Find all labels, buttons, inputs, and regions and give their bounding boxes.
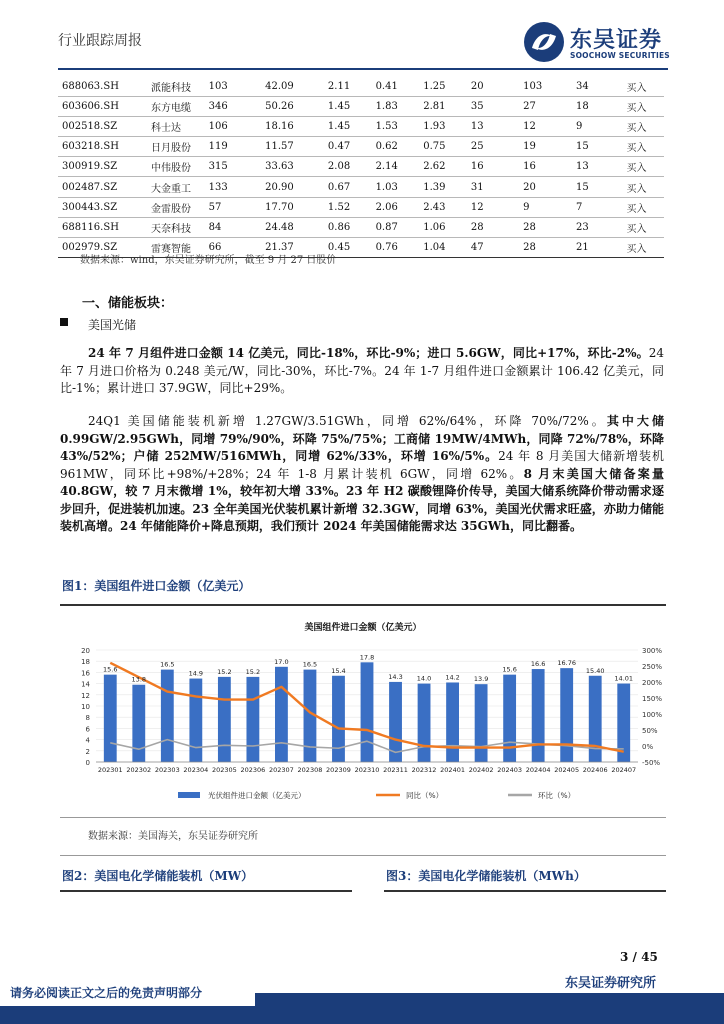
- table-cell: 2.81: [423, 97, 471, 117]
- table-cell: 31: [471, 177, 523, 197]
- bar: [503, 675, 516, 762]
- paragraph-module-imports: [60, 345, 664, 398]
- table-cell: 603606.SH: [58, 97, 151, 117]
- table-cell: 1.83: [376, 97, 424, 117]
- table-cell: 002518.SZ: [58, 117, 151, 137]
- table-cell: 19: [523, 137, 576, 157]
- table-cell: 0.62: [376, 137, 424, 157]
- y-left-tick-label: 2: [85, 747, 90, 756]
- table-row: [58, 177, 664, 197]
- bar: [532, 669, 545, 762]
- y-left-tick-label: 14: [81, 680, 90, 689]
- table-cell: 1.06: [423, 217, 471, 237]
- bar-data-label: 14.0: [416, 674, 432, 683]
- table-cell: 16: [471, 157, 523, 177]
- table-cell: 33.63: [265, 157, 328, 177]
- bar: [446, 682, 459, 762]
- bar-data-label: 14.01: [614, 674, 634, 683]
- y-right-tick-label: 150%: [642, 695, 663, 703]
- table-cell: 13: [471, 117, 523, 137]
- y-left-tick-label: 16: [81, 669, 90, 678]
- figure1-caption: 图1：美国组件进口金额（亿美元）: [62, 579, 251, 593]
- brand-logo: [522, 20, 672, 66]
- bar: [418, 684, 431, 762]
- bar-data-label: 17.8: [359, 653, 375, 662]
- figure1-source-note: 数据来源：美国海关，东吴证券研究所: [88, 831, 258, 842]
- bar-data-label: 14.9: [188, 669, 204, 678]
- table-cell: 天奈科技: [151, 217, 209, 237]
- x-tick-label: 202311: [383, 766, 408, 774]
- table-cell: 15: [576, 177, 626, 197]
- table-row: [58, 117, 664, 137]
- y-right-tick-label: 0%: [642, 743, 654, 751]
- figure2-rule: [60, 890, 352, 892]
- table-cell: 119: [209, 137, 266, 157]
- brand-name-cn: 东吴证券: [570, 28, 663, 53]
- paragraph-run: 24 年 7 月组件进口金额 14 亿美元，同比-18%，环比-9%；进口 5.6GW，同比+17%，环比-2%。: [88, 346, 649, 360]
- table-cell: 42.09: [265, 77, 328, 97]
- x-tick-label: 202406: [582, 766, 608, 774]
- module-import-chart: [60, 612, 666, 812]
- table-cell: 中伟股份: [151, 157, 209, 177]
- table-cell: 25: [471, 137, 523, 157]
- bar-data-label: 15.6: [502, 665, 517, 674]
- legend-label: 同比（%）: [406, 791, 444, 800]
- table-cell: 2.11: [328, 77, 376, 97]
- x-tick-label: 202404: [525, 766, 551, 774]
- y-left-tick-label: 4: [85, 736, 90, 745]
- table-cell: 315: [209, 157, 266, 177]
- bar: [361, 662, 374, 762]
- table-cell: 买入: [627, 97, 665, 117]
- bar-data-label: 13.9: [473, 675, 489, 684]
- table-cell: 34: [576, 77, 626, 97]
- y-right-tick-label: 250%: [642, 663, 663, 671]
- table-cell: 0.87: [376, 217, 424, 237]
- table-cell: 16: [523, 157, 576, 177]
- table-cell: 买入: [627, 77, 665, 97]
- table-cell: 1.45: [328, 117, 376, 137]
- table-cell: 2.43: [423, 197, 471, 217]
- table-cell: 002487.SZ: [58, 177, 151, 197]
- x-tick-label: 202402: [468, 766, 494, 774]
- report-type-title: 行业跟踪周报: [58, 33, 142, 49]
- table-cell: 0.75: [423, 137, 471, 157]
- y-right-tick-label: 50%: [642, 727, 658, 735]
- x-tick-label: 202405: [554, 766, 580, 774]
- bar: [132, 685, 145, 762]
- bar-data-label: 15.40: [585, 666, 605, 675]
- table-cell: 57: [209, 197, 266, 217]
- x-tick-label: 202312: [411, 766, 437, 774]
- bar-data-label: 15.2: [245, 667, 261, 676]
- table-cell: 50.26: [265, 97, 328, 117]
- y-left-tick-label: 10: [81, 703, 90, 711]
- table-cell: 12: [523, 117, 576, 137]
- table-cell: 0.45: [328, 237, 376, 257]
- table-cell: 1.03: [376, 177, 424, 197]
- legend-swatch: [178, 792, 200, 798]
- subsection-title: 美国光储: [88, 318, 137, 332]
- y-left-tick-label: 0: [85, 759, 90, 767]
- table-cell: 13: [576, 157, 626, 177]
- bar-data-label: 13.8: [131, 675, 147, 684]
- table-cell: 20.90: [265, 177, 328, 197]
- x-tick-label: 202303: [154, 766, 180, 774]
- table-cell: 1.52: [328, 197, 376, 217]
- table-cell: 1.53: [376, 117, 424, 137]
- paragraph-run: 其中大储 0.99GW/2.95GWh，同增 79%/90%，环降 75%/75%；工商储 19MW/4MWh，同降 72%/78%，环降 43%/52%；户储 252MW/516MWh，同增 62%/33%，环增 16%/5%。: [60, 414, 664, 463]
- legend-label: 光伏组件进口金额（亿美元）: [208, 791, 306, 800]
- table-cell: 买入: [627, 217, 665, 237]
- bar: [218, 677, 231, 762]
- x-tick-label: 202307: [269, 766, 294, 774]
- x-tick-label: 202302: [126, 766, 152, 774]
- disclaimer-text: 请务必阅读正文之后的免责声明部分: [10, 986, 203, 1000]
- figure3-caption: 图3：美国电化学储能装机（MWh）: [386, 869, 586, 883]
- table-cell: 大金重工: [151, 177, 209, 197]
- table-row: [58, 77, 664, 97]
- table-cell: 东方电缆: [151, 97, 209, 117]
- table-cell: 买入: [627, 117, 665, 137]
- page-number: 3 / 45: [620, 950, 658, 964]
- bar: [275, 667, 288, 762]
- table-cell: 84: [209, 217, 266, 237]
- y-left-tick-label: 20: [81, 647, 90, 655]
- table-cell: 133: [209, 177, 266, 197]
- table-cell: 15: [576, 137, 626, 157]
- table-cell: 300919.SZ: [58, 157, 151, 177]
- bar-data-label: 15.2: [217, 667, 232, 676]
- table-cell: 002979.SZ: [58, 237, 151, 257]
- table-cell: 2.08: [328, 157, 376, 177]
- square-bullet-icon: [60, 318, 68, 326]
- table-cell: 日月股份: [151, 137, 209, 157]
- bar-data-label: 17.0: [274, 657, 289, 666]
- footer-org: 东吴证券研究所: [565, 976, 657, 991]
- table-cell: 300443.SZ: [58, 197, 151, 217]
- table-cell: 24.48: [265, 217, 328, 237]
- table-cell: 21.37: [265, 237, 328, 257]
- table-cell: 买入: [627, 177, 665, 197]
- table-cell: 35: [471, 97, 523, 117]
- figure-row-rule: [60, 855, 666, 856]
- table-cell: 103: [523, 77, 576, 97]
- table-cell: 买入: [627, 237, 665, 257]
- bar: [560, 668, 573, 762]
- table-row: [58, 197, 664, 217]
- table-cell: 2.62: [423, 157, 471, 177]
- table-cell: 0.41: [376, 77, 424, 97]
- x-tick-label: 202407: [611, 766, 637, 774]
- y-right-tick-label: 300%: [642, 647, 663, 655]
- table-cell: 603218.SH: [58, 137, 151, 157]
- bar-data-label: 16.5: [160, 660, 175, 669]
- brand-logo-icon: [522, 20, 566, 64]
- header-rule: [58, 68, 668, 70]
- figure2-caption: 图2：美国电化学储能装机（MW）: [62, 869, 254, 883]
- bar: [161, 670, 174, 762]
- table-cell: 0.76: [376, 237, 424, 257]
- table-cell: 1.04: [423, 237, 471, 257]
- y-right-tick-label: 100%: [642, 711, 663, 719]
- table-cell: 66: [209, 237, 266, 257]
- table-cell: 12: [471, 197, 523, 217]
- table-cell: 28: [523, 237, 576, 257]
- x-tick-label: 202306: [240, 766, 266, 774]
- table-cell: 18: [576, 97, 626, 117]
- table-cell: 9: [576, 117, 626, 137]
- brand-name-en: SOOCHOW SECURITIES: [570, 51, 670, 60]
- table-cell: 688063.SH: [58, 77, 151, 97]
- x-tick-label: 202310: [354, 766, 380, 774]
- table-cell: 17.70: [265, 197, 328, 217]
- bar-data-label: 16.76: [557, 659, 576, 668]
- x-tick-label: 202308: [297, 766, 323, 774]
- x-tick-label: 202309: [326, 766, 351, 774]
- table-cell: 47: [471, 237, 523, 257]
- table-cell: 0.67: [328, 177, 376, 197]
- table-cell: 2.14: [376, 157, 424, 177]
- table-cell: 9: [523, 197, 576, 217]
- table-cell: 1.39: [423, 177, 471, 197]
- bar: [104, 675, 117, 762]
- section-title: 一、储能板块：: [82, 296, 174, 311]
- y-left-tick-label: 8: [85, 714, 90, 723]
- figure1-rule: [60, 604, 666, 606]
- paragraph-run: 24 年 7 月进口价格为 0.248 美元/W，同比-30%，环比-7%。24 年 1-7 月组件进口金额累计 106.42 亿美元，同比-1%；累计进口 37.9GW，同比+29%。: [60, 346, 664, 395]
- table-cell: 28: [523, 217, 576, 237]
- table-cell: 20: [523, 177, 576, 197]
- paragraph-run: 24 年 8 月美国大储新增装机 961MW，同环比+98%/+28%；24 年 1-8 月累计装机 6GW，同增 62%。: [60, 449, 664, 481]
- bar-data-label: 15.6: [103, 665, 118, 674]
- table-cell: 买入: [627, 157, 665, 177]
- legend-label: 环比（%）: [538, 791, 576, 800]
- table-cell: 688116.SH: [58, 217, 151, 237]
- y-left-tick-label: 6: [85, 725, 90, 734]
- chart-title: 美国组件进口金额（亿美元）: [304, 623, 422, 633]
- bar: [475, 684, 488, 762]
- y-right-tick-label: -50%: [642, 759, 661, 767]
- y-left-tick-label: 18: [81, 658, 90, 667]
- table-row: [58, 97, 664, 117]
- table-cell: 106: [209, 117, 266, 137]
- table-cell: 买入: [627, 137, 665, 157]
- bar-data-label: 16.5: [302, 660, 318, 669]
- paragraph-run: 24Q1 美国储能装机新增 1.27GW/3.51GWh，同增 62%/64%，环降 70%/72%。: [88, 414, 607, 428]
- table-cell: 2.06: [376, 197, 424, 217]
- x-tick-label: 202401: [440, 766, 465, 774]
- table-cell: 派能科技: [151, 77, 209, 97]
- table-source-note: 数据来源：wind，东吴证券研究所，截至 9 月 27 日股价: [80, 255, 337, 266]
- bar-data-label: 14.3: [388, 672, 403, 681]
- bar-data-label: 14.2: [445, 673, 460, 682]
- x-tick-label: 202301: [97, 766, 123, 774]
- table-row: [58, 137, 664, 157]
- x-tick-label: 202304: [183, 766, 209, 774]
- paragraph-storage-installs: [60, 413, 664, 536]
- table-cell: 1.45: [328, 97, 376, 117]
- table-cell: 0.47: [328, 137, 376, 157]
- bar-data-label: 16.6: [530, 660, 546, 669]
- table-cell: 28: [471, 217, 523, 237]
- table-row: [58, 157, 664, 177]
- bar: [246, 677, 259, 762]
- table-row: [58, 217, 664, 237]
- bar: [332, 676, 345, 762]
- figure1-bottom-rule: [60, 817, 666, 818]
- bar-data-label: 15.4: [331, 666, 346, 675]
- table-cell: 346: [209, 97, 266, 117]
- y-right-tick-label: 200%: [642, 679, 663, 687]
- paragraph-run: 8 月末美国大储备案量 40.8GW，较 7 月末微增 1%，较年初大增 33%。23 年 H2 碳酸锂降价传导，美国大储系统降价带动需求逐步回升，促进装机加速。23 全年美国光伏装机累计新增 32.3GW，同增 63%，美国光伏需求旺盛，亦助力储能装机高增。24 年储能降价+降息预期，我们预计 2024 年美国储能需求达 35GWh，同比翻番。: [60, 466, 664, 533]
- table-cell: 0.86: [328, 217, 376, 237]
- table-cell: 20: [471, 77, 523, 97]
- table-cell: 1.25: [423, 77, 471, 97]
- table-cell: 雷赛智能: [151, 237, 209, 257]
- table-cell: 7: [576, 197, 626, 217]
- table-cell: 103: [209, 77, 266, 97]
- table-cell: 18.16: [265, 117, 328, 137]
- table-cell: 买入: [627, 197, 665, 217]
- table-cell: 科士达: [151, 117, 209, 137]
- bar: [189, 679, 202, 762]
- y-left-tick-label: 12: [81, 691, 90, 700]
- x-tick-label: 202305: [211, 766, 237, 774]
- figure3-rule: [384, 890, 666, 892]
- table-cell: 27: [523, 97, 576, 117]
- table-cell: 11.57: [265, 137, 328, 157]
- stock-table: [58, 77, 664, 258]
- x-tick-label: 202403: [497, 766, 523, 774]
- table-cell: 23: [576, 217, 626, 237]
- table-cell: 21: [576, 237, 626, 257]
- table-cell: 金雷股份: [151, 197, 209, 217]
- table-cell: 1.93: [423, 117, 471, 137]
